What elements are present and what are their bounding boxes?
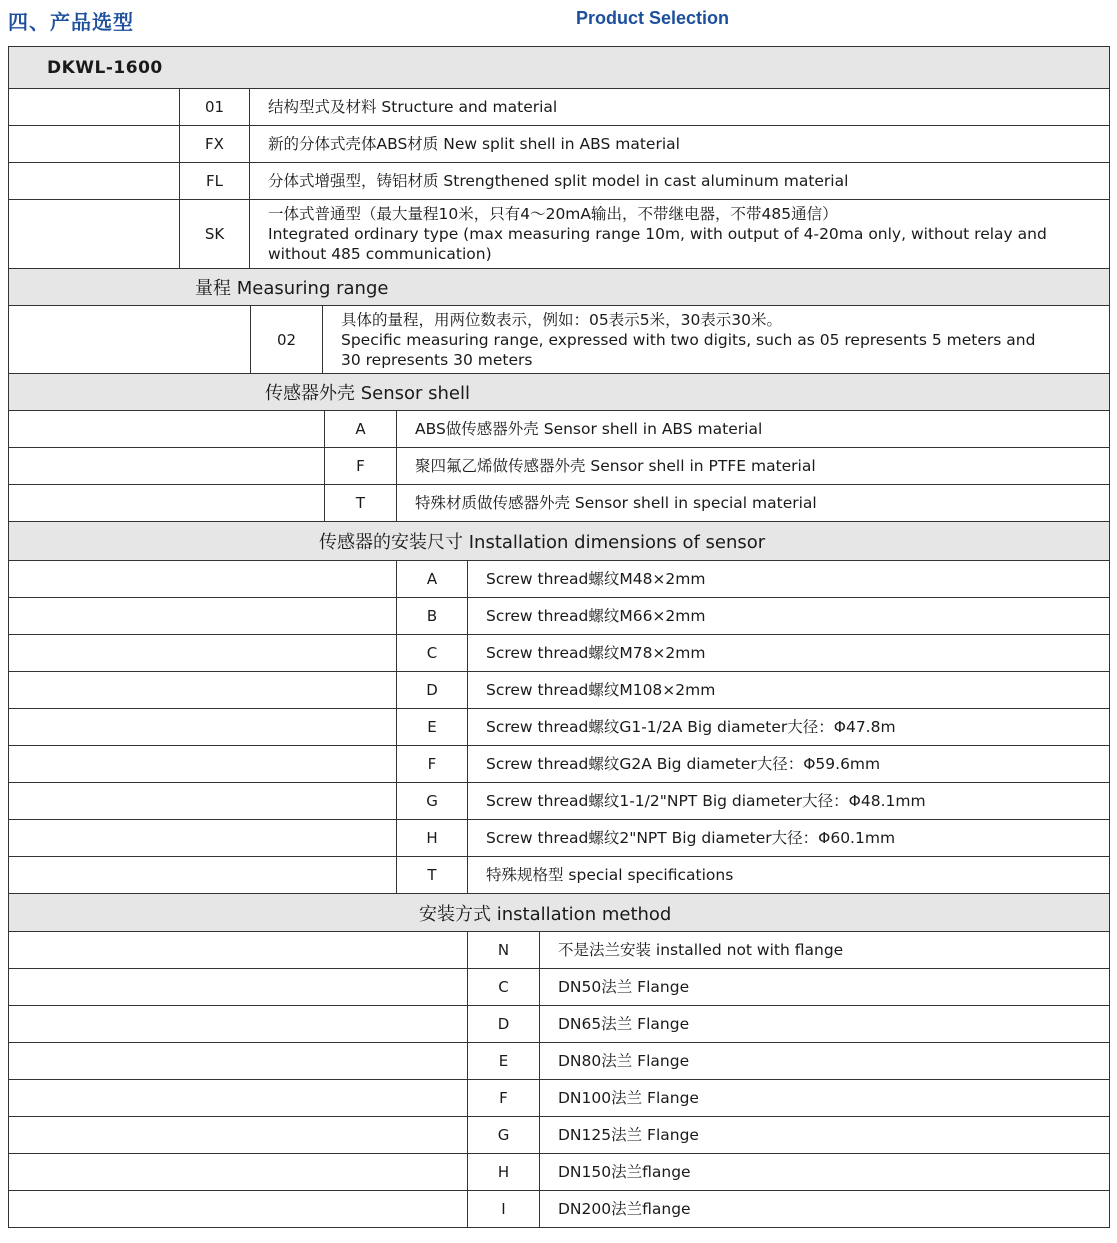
blank-cell (9, 163, 180, 199)
description-line: Specific measuring range, expressed with two digits, such as 05 represents 5 meters and (341, 330, 1036, 349)
table-row (9, 672, 1110, 709)
table-row (9, 709, 1110, 746)
blank-cell (9, 1191, 468, 1227)
option-code: T (397, 857, 468, 893)
option-description (540, 1117, 1110, 1153)
description-line: DN125法兰 Flange (558, 1126, 699, 1144)
section-header-label: 传感器的安装尺寸 Installation dimensions of sensor (9, 522, 1110, 560)
blank-cell (9, 672, 397, 708)
description-line: DN100法兰 Flange (558, 1089, 699, 1107)
option-description (540, 969, 1110, 1005)
description-line: 结构型式及材料 Structure and material (268, 98, 558, 116)
description-line: Screw thread螺纹G1-1/2A Big diameter大径：Φ47.8m (486, 718, 896, 736)
blank-cell (9, 746, 397, 782)
description-line: DN150法兰flange (558, 1163, 691, 1181)
option-code: H (397, 820, 468, 856)
description-line: Screw thread螺纹M78×2mm (486, 644, 706, 662)
table-row (9, 1154, 1110, 1191)
blank-cell (9, 561, 397, 597)
blank-cell (9, 448, 325, 484)
option-description (323, 306, 1110, 373)
option-description (468, 672, 1110, 708)
option-description (468, 561, 1110, 597)
table-row (9, 635, 1110, 672)
blank-cell (9, 820, 397, 856)
description-line: 不是法兰安装 installed not with flange (558, 941, 844, 959)
blank-cell (9, 1043, 468, 1079)
blank-cell (9, 89, 180, 125)
option-description (250, 89, 1110, 125)
table-row (9, 561, 1110, 598)
option-code: SK (180, 200, 250, 268)
option-description (540, 1191, 1110, 1227)
blank-cell (9, 969, 468, 1005)
table-row (9, 306, 1110, 374)
description-line: DN50法兰 Flange (558, 978, 690, 996)
option-code: C (468, 969, 540, 1005)
blank-cell (9, 598, 397, 634)
section-header-range (9, 269, 1110, 306)
option-description (397, 411, 1110, 447)
blank-cell (9, 200, 180, 268)
option-description (468, 598, 1110, 634)
option-code: B (397, 598, 468, 634)
model-name: DKWL-1600 (9, 47, 1110, 88)
blank-cell (9, 783, 397, 819)
option-code: F (468, 1080, 540, 1116)
option-description (250, 126, 1110, 162)
option-code: 01 (180, 89, 250, 125)
table-row (9, 1191, 1110, 1228)
option-description (468, 746, 1110, 782)
table-row (9, 820, 1110, 857)
description-line: 新的分体式壳体ABS材质 New split shell in ABS material (268, 135, 680, 153)
section-header-label: 传感器外壳 Sensor shell (9, 374, 1110, 410)
section-header-label: 量程 Measuring range (9, 269, 1110, 305)
section-title-cn: 四、产品选型 (8, 10, 134, 34)
blank-cell (9, 709, 397, 745)
description-line: 具体的量程，用两位数表示，例如：05表示5米，30表示30米。 (341, 310, 783, 329)
description-line: DN65法兰 Flange (558, 1015, 690, 1033)
description-line: Screw thread螺纹2"NPT Big diameter大径：Φ60.1mm (486, 829, 896, 847)
option-code: FL (180, 163, 250, 199)
option-description (468, 820, 1110, 856)
section-header-label: 安装方式 installation method (9, 894, 1110, 931)
description-line: ABS做传感器外壳 Sensor shell in ABS material (415, 420, 763, 438)
table-row (9, 969, 1110, 1006)
description-line: Screw thread螺纹M48×2mm (486, 570, 706, 588)
table-row (9, 163, 1110, 200)
table-row (9, 1117, 1110, 1154)
description-line: without 485 communication) (268, 245, 492, 263)
description-line: Screw thread螺纹1-1/2"NPT Big diameter大径：Φ48.1mm (486, 792, 926, 810)
option-description (540, 1006, 1110, 1042)
description-line: 聚四氟乙烯做传感器外壳 Sensor shell in PTFE material (415, 457, 816, 475)
description-line: Screw thread螺纹G2A Big diameter大径：Φ59.6mm (486, 755, 881, 773)
option-code: G (468, 1117, 540, 1153)
table-row (9, 746, 1110, 783)
product-selection-table (8, 46, 1110, 1228)
option-description (397, 485, 1110, 521)
option-code: 02 (251, 306, 323, 373)
blank-cell (9, 126, 180, 162)
option-description (250, 200, 1110, 268)
option-code: F (397, 746, 468, 782)
blank-cell (9, 485, 325, 521)
option-description (540, 932, 1110, 968)
table-row (9, 89, 1110, 126)
option-code: E (468, 1043, 540, 1079)
description-line: 特殊规格型 special specifications (486, 866, 734, 884)
table-row (9, 448, 1110, 485)
description-line: DN80法兰 Flange (558, 1052, 690, 1070)
option-description (468, 709, 1110, 745)
table-row (9, 126, 1110, 163)
option-code: I (468, 1191, 540, 1227)
table-row (9, 857, 1110, 894)
option-code: D (468, 1006, 540, 1042)
blank-cell (9, 1117, 468, 1153)
option-code: A (325, 411, 397, 447)
option-code: F (325, 448, 397, 484)
description-line: 一体式普通型（最大量程10米，只有4～20mA输出，不带继电器，不带485通信） (268, 205, 838, 223)
option-description (468, 857, 1110, 893)
description-line: 分体式增强型，铸铝材质 Strengthened split model in cast aluminum material (268, 172, 849, 190)
description-line: Integrated ordinary type (max measuring range 10m, with output of 4-20ma only, without relay and (268, 225, 1047, 243)
table-row (9, 932, 1110, 969)
blank-cell (9, 306, 251, 373)
section-header-install_method (9, 894, 1110, 932)
option-code: H (468, 1154, 540, 1190)
section-header-shell (9, 374, 1110, 411)
option-code: FX (180, 126, 250, 162)
blank-cell (9, 857, 397, 893)
option-description (397, 448, 1110, 484)
description-line: Screw thread螺纹M108×2mm (486, 681, 716, 699)
option-description (540, 1043, 1110, 1079)
option-code: C (397, 635, 468, 671)
blank-cell (9, 635, 397, 671)
description-line: Screw thread螺纹M66×2mm (486, 607, 706, 625)
description-line: 30 represents 30 meters (341, 350, 533, 369)
option-description (250, 163, 1110, 199)
option-code: A (397, 561, 468, 597)
table-row (9, 1080, 1110, 1117)
blank-cell (9, 1154, 468, 1190)
table-row (9, 1006, 1110, 1043)
table-row (9, 1043, 1110, 1080)
option-code: T (325, 485, 397, 521)
option-description (540, 1154, 1110, 1190)
option-description (468, 635, 1110, 671)
table-row (9, 200, 1110, 269)
table-row (9, 411, 1110, 448)
option-code: D (397, 672, 468, 708)
section-title-en: Product Selection (576, 8, 730, 28)
option-code: N (468, 932, 540, 968)
section-header-install_dim (9, 522, 1110, 561)
blank-cell (9, 1080, 468, 1116)
option-description (540, 1080, 1110, 1116)
option-code: G (397, 783, 468, 819)
blank-cell (9, 1006, 468, 1042)
option-code: E (397, 709, 468, 745)
table-row (9, 598, 1110, 635)
description-line: DN200法兰flange (558, 1200, 691, 1218)
model-row (9, 47, 1110, 89)
table-row (9, 783, 1110, 820)
blank-cell (9, 411, 325, 447)
description-line: 特殊材质做传感器外壳 Sensor shell in special material (415, 494, 817, 512)
blank-cell (9, 932, 468, 968)
table-row (9, 485, 1110, 522)
option-description (468, 783, 1110, 819)
